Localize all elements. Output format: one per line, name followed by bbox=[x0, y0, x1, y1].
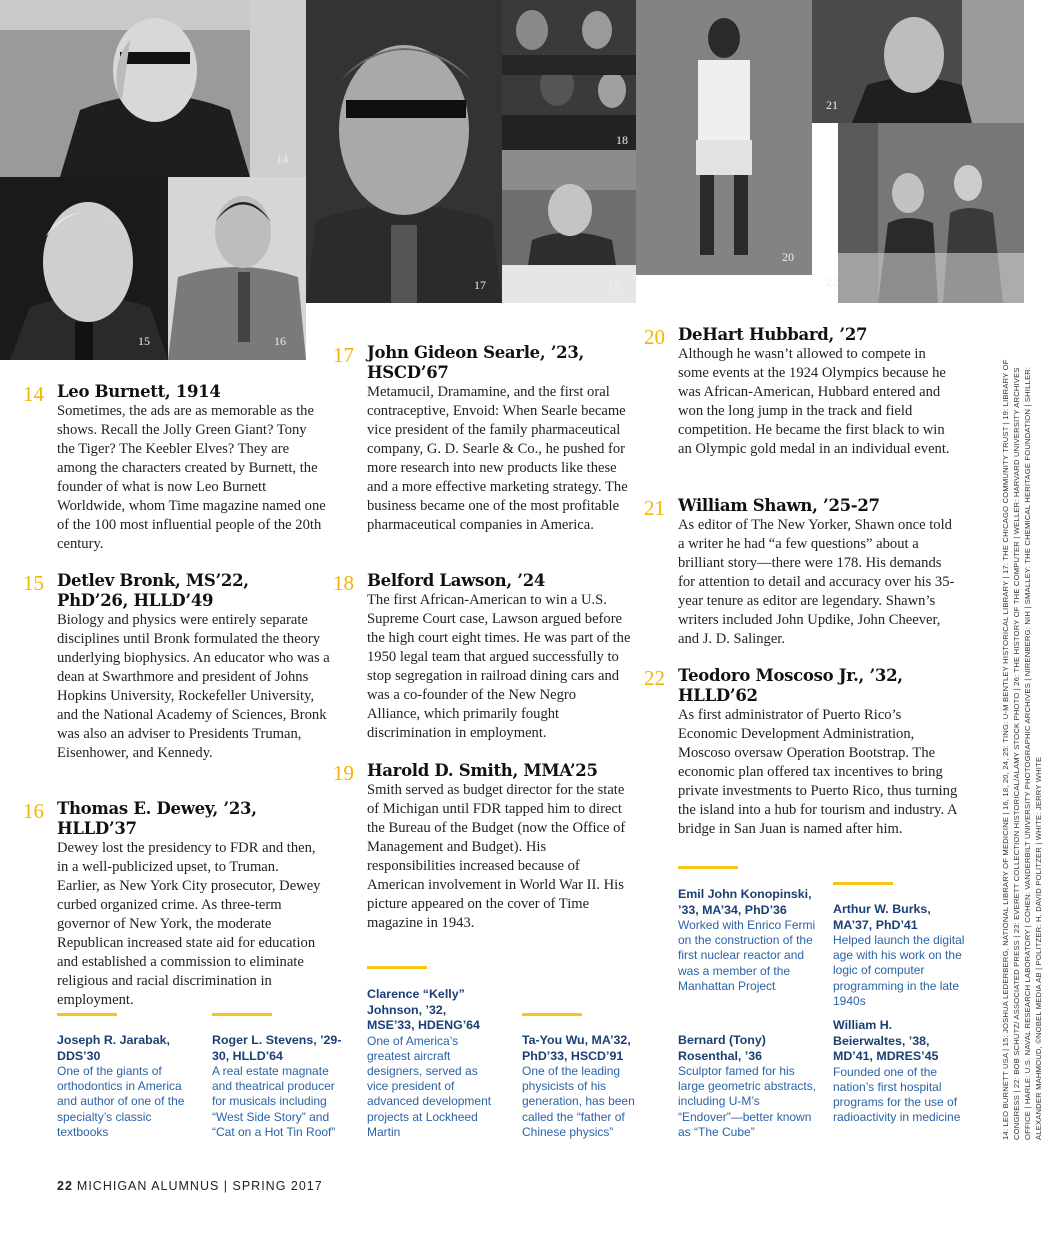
photo-leo-burnett bbox=[0, 0, 306, 177]
entry-text: Metamucil, Dramamine, and the first oral contraceptive, Envoid: When Searle became vice president of the family pharmaceutical company, G. D. Searle & Co., he pushed for more research into new products like these and a more effective marketing strategy. The business became one of the most profitable pharmaceutical companies in America. bbox=[367, 384, 628, 533]
mini-desc: Helped launch the digital age with his work on the logic of computer programming in the late 1940s bbox=[833, 933, 965, 1008]
mini-profile bbox=[833, 1018, 963, 1125]
page-number: 22 bbox=[57, 1179, 73, 1193]
photo-number: 19 bbox=[608, 278, 620, 292]
entry-number: 20 bbox=[644, 325, 665, 349]
photo-number: 17 bbox=[474, 278, 486, 292]
mini-profile bbox=[212, 1033, 352, 1140]
mini-desc: A real estate magnate and theatrical producer for musicals including “West Side Story” and “Cat on a Hot Tin Roof” bbox=[212, 1064, 336, 1139]
mini-desc: One of the giants of orthodontics in America and author of one of the specialty’s classic textbooks bbox=[57, 1064, 185, 1139]
entry-14 bbox=[23, 382, 327, 554]
entry-text: Dewey lost the presidency to FDR and then, in a well-publicized upset, to Truman. Earlier, as New York City prosecutor, Dewey curbed organized crime. As three-term governor of New York, the moderate Republican increased state aid for education and established a commission to eliminate religious and racial discrimination in employment. bbox=[57, 840, 321, 1008]
photo-number: 15 bbox=[138, 334, 150, 348]
entry-name: Belford Lawson, ’24 bbox=[367, 571, 546, 590]
entry-text: The first African-American to win a U.S. Supreme Court case, Lawson argued before the high court eight times. He was part of the 1950 legal team that argued successfully to stop segregation in railroad dining cars and was a co-founder of the New Negro Alliance, which primarily fought discrimination in employment. bbox=[367, 592, 631, 741]
photo-dehart-hubbard bbox=[636, 0, 812, 275]
page-footer bbox=[57, 1179, 323, 1193]
mini-name: Roger L. Stevens, ’29-30, HLLD’64 bbox=[212, 1033, 342, 1063]
entry-number: 19 bbox=[333, 761, 354, 785]
mini-profile bbox=[57, 1033, 192, 1140]
entry-number: 14 bbox=[23, 382, 44, 406]
mini-desc: Sculptor famed for his large geometric abstracts, including U-M’s “Endover”—better known as “The Cube” bbox=[678, 1064, 817, 1139]
photo-number: 22 bbox=[826, 275, 838, 289]
entry-18 bbox=[333, 571, 632, 743]
mini-profile bbox=[522, 1033, 647, 1140]
mini-name: Joseph R. Jarabak, DDS’30 bbox=[57, 1033, 170, 1063]
mini-profile bbox=[833, 902, 973, 1009]
mini-name: Emil John Konopinski, ’33, MA’34, PhD’36 bbox=[678, 887, 812, 917]
photo-thomas-dewey bbox=[168, 177, 306, 360]
divider-rule bbox=[57, 1013, 117, 1016]
mini-name: William H. Beierwaltes, ’38, MD’41, MDRES’45 bbox=[833, 1018, 939, 1063]
photo-john-searle bbox=[306, 0, 502, 303]
entry-name: Leo Burnett, 1914 bbox=[57, 382, 221, 401]
entry-text: As first administrator of Puerto Rico’s Economic Development Administration, Moscoso oversaw Operation Bootstrap. The economic plan offered tax incentives to bring private investments to Puerto Rico, thus turning the island into a hub for tourism and industry. A bridge in San Juan is named after him. bbox=[678, 707, 958, 837]
divider-rule bbox=[367, 966, 427, 969]
entry-text: Although he wasn’t allowed to compete in some events at the 1924 Olympics because he was African-American, Hubbard entered and won the long jump in the track and field competition. He became the first black to win an Olympic gold medal in an individual event. bbox=[678, 346, 950, 457]
entry-text: Biology and physics were entirely separate disciplines until Bronk formulated the theory underlying biophysics. An educator who was a dean at Swarthmore and president of Johns Hopkins University, Rockefeller University, and the National Academy of Sciences, Bronk was also an adviser to Presidents Truman, Eisenhower, and Kennedy. bbox=[57, 612, 330, 761]
entry-name: DeHart Hubbard, ’27 bbox=[678, 325, 868, 344]
photo-teodoro-moscoso bbox=[826, 123, 1024, 303]
mini-profile bbox=[367, 987, 497, 1140]
entry-name: John Gideon Searle, ’23, HSCD’67 bbox=[367, 343, 584, 382]
entry-number: 21 bbox=[644, 496, 665, 520]
entry-text: Sometimes, the ads are as memorable as the shows. Recall the Jolly Green Giant? Tony the Tiger? The Keebler Elves? They are among the characters created by Burnett, the founder of what is now Leo Burnett Worldwide, whom Time magazine named one of the 100 most influential people of the 20th century. bbox=[57, 403, 326, 552]
entry-21 bbox=[644, 496, 960, 649]
entry-number: 17 bbox=[333, 343, 354, 367]
entry-15 bbox=[23, 571, 342, 763]
photo-harold-smith bbox=[502, 150, 636, 303]
entry-name: Thomas E. Dewey, ’23, HLLD’37 bbox=[57, 799, 257, 838]
photo-belford-lawson bbox=[502, 0, 636, 150]
mini-name: Ta-You Wu, MA’32, PhD’33, HSCD’91 bbox=[522, 1033, 631, 1063]
entry-20 bbox=[644, 325, 960, 459]
entry-text: As editor of The New Yorker, Shawn once told a writer he had “a few questions” about a brilliant story—there were 178. His demands for attention to detail and accuracy over his 35-year tenure as editor are legendary. Shawn’s writers included John Updike, John Cheever, and J. D. Salinger. bbox=[678, 517, 955, 647]
mini-profile bbox=[678, 1033, 818, 1140]
photo-detlev-bronk bbox=[0, 177, 168, 360]
mini-desc: One of America’s greatest aircraft designers, served as vice president of advanced development projects at Lockheed Martin bbox=[367, 1033, 492, 1139]
mini-name: Arthur W. Burks, MA’37, PhD’41 bbox=[833, 902, 931, 932]
entry-19 bbox=[333, 761, 629, 933]
photo-william-shawn bbox=[812, 0, 1024, 123]
entry-number: 18 bbox=[333, 571, 354, 595]
divider-rule bbox=[212, 1013, 272, 1016]
mini-name: Clarence “Kelly” Johnson, ’32, MSE’33, HDENG’64 bbox=[367, 987, 480, 1032]
entry-name: William Shawn, ’25-27 bbox=[678, 496, 880, 515]
mini-desc: Founded one of the nation’s first hospital programs for the use of radioactivity in medicine bbox=[833, 1064, 961, 1125]
mini-profile bbox=[678, 887, 818, 994]
mini-name: Bernard (Tony) Rosenthal, ’36 bbox=[678, 1033, 766, 1063]
entry-number: 16 bbox=[23, 799, 44, 823]
photo-number: 16 bbox=[274, 334, 286, 348]
photo-number: 14 bbox=[276, 152, 288, 166]
photo-number: 18 bbox=[616, 133, 628, 147]
divider-rule bbox=[522, 1013, 582, 1016]
publication-line: MICHIGAN ALUMNUS | SPRING 2017 bbox=[76, 1179, 323, 1193]
entry-number: 15 bbox=[23, 571, 44, 595]
photo-number: 20 bbox=[782, 250, 794, 264]
divider-rule bbox=[678, 866, 738, 869]
entry-number: 22 bbox=[644, 666, 665, 690]
divider-rule bbox=[833, 882, 893, 885]
entry-16 bbox=[23, 799, 322, 1010]
photo-credits: 14: LEO BURNETT USA | 15: JOSHUA LEDERBERG, NATIONAL LIBRARY OF MEDICINE | 16, 18, 20, 24, 25: TING: U-M BENTLEY HISTORICAL LIBRARY | 17: THE CHICAGO COMMUNITY TRUST | 19: LIBRARY OF CONGRESS | 22: BOB SCHUTZ/ ASSOCIATED PRESS | 23: EVERETT COLLECTION HISTORICAL/ALAMY STOCK PHOTO | 26: THE HISTORY OF THE COMPUTER | WELLER: HARVARD UNIVERSITY ARCHIVES OFFICE | HARLE: U.S. NAVAL RESEARCH LABORATORY | COHEN: VANDERBILT UNIVERSITY PHOTOGRAPHIC ARCHIVES | NIRENBERG: NIH | SMALLEY: THE CHEMICAL HERITAGE FOUNDATION | SHILLER: ALEXANDER MAHMOUD, ©NOBEL MEDIA AB | POLITZER: H. DAVID POLITZER | WHITE: JERRY WHITE bbox=[1001, 359, 1043, 1140]
entry-name: Harold D. Smith, MMA’25 bbox=[367, 761, 598, 780]
mini-desc: Worked with Enrico Fermi on the construction of the first nuclear reactor and was a member of the Manhattan Project bbox=[678, 918, 816, 993]
entry-name: Teodoro Moscoso Jr., ’32, HLLD’62 bbox=[678, 666, 903, 705]
entry-name: Detlev Bronk, MS’22, PhD’26, HLLD’49 bbox=[57, 571, 249, 610]
mini-desc: One of the leading physicists of his generation, has been called the “father of Chinese physics” bbox=[522, 1064, 635, 1139]
entry-text: Smith served as budget director for the state of Michigan until FDR tapped him to direct the Bureau of the Budget (now the Office of Management and Budget). His responsibilities increased because of American involvement in World War II. His picture appeared on the cover of Time magazine in 1943. bbox=[367, 782, 626, 931]
entry-22 bbox=[644, 666, 960, 839]
entry-17 bbox=[333, 343, 635, 535]
photo-number: 21 bbox=[826, 98, 838, 112]
